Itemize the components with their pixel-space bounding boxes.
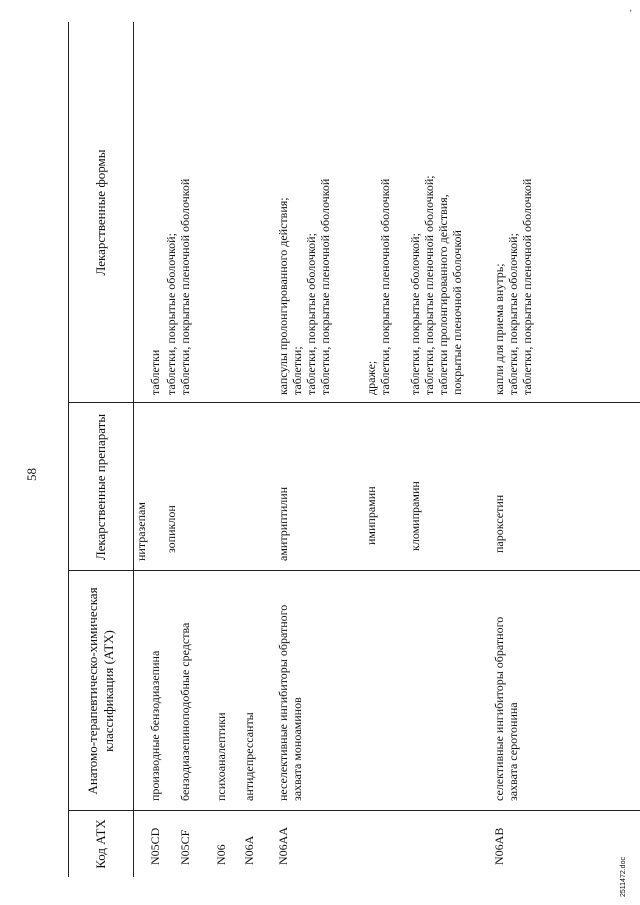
header-drugs: Лекарственные препараты (93, 413, 108, 561)
form-line: покрытые пленочной оболочкой (450, 230, 464, 395)
form-line: таблетки, покрытые оболочкой; (506, 233, 520, 395)
row-drug: кломипрамин (408, 481, 422, 551)
row-code: N06A (242, 835, 256, 865)
row-atc: производные бензодиазепина (148, 650, 162, 801)
row-atc: психоаналептики (214, 712, 228, 801)
atc-line: неселективные ингибиторы обратного (276, 604, 290, 801)
row-atc: антидепрессанты (242, 712, 256, 801)
header-atc (69, 571, 133, 811)
column-divider (68, 810, 640, 811)
header-atc-line2: классификация (АТХ) (101, 630, 116, 752)
form-line: таблетки, покрытые оболочкой; (408, 233, 422, 395)
row-code: N06AB (492, 827, 506, 865)
atc-line: захвата серотонина (506, 702, 520, 801)
form-line: таблетки, покрытые оболочкой; (304, 233, 318, 395)
row-forms (408, 175, 464, 395)
row-atc (492, 617, 520, 801)
header-atc-line1: Анатомо-терапевтическо-химическая (85, 587, 100, 795)
atc-line: захвата моноаминов (290, 697, 304, 801)
row-drug: пароксетин (492, 494, 506, 553)
row-drug: нитразепам (134, 502, 148, 561)
row-forms (276, 179, 332, 395)
form-line: таблетки, покрытые пленочной оболочкой; (422, 175, 436, 395)
column-divider (68, 570, 640, 571)
row-code: N06 (214, 844, 228, 865)
table-header-row (68, 22, 134, 877)
form-line: капли для приема внутрь; (492, 263, 506, 395)
form-line: таблетки, покрытые пленочной оболочкой (378, 178, 392, 395)
form-line: таблетки; (290, 346, 304, 395)
form-line: капсулы пролонгированного действия; (276, 197, 290, 395)
footer-filename: 2511472.doc (620, 857, 627, 897)
form-line: таблетки, покрытые пленочной оболочкой (318, 178, 332, 395)
corner-mark: - (626, 9, 635, 12)
form-line: таблетки, покрытые пленочной оболочкой (520, 178, 534, 395)
column-divider (68, 402, 640, 403)
form-line: таблетки, покрытые оболочкой; (164, 233, 178, 395)
row-atc: бензодиазепиноподобные средства (178, 622, 192, 801)
form-line: драже; (364, 360, 378, 395)
row-forms (364, 179, 392, 395)
atc-line: селективные ингибиторы обратного (492, 616, 506, 801)
header-forms: Лекарственные формы (93, 149, 108, 276)
header-code: Код АТХ (93, 819, 108, 869)
row-drug: зопиклон (164, 505, 178, 553)
row-forms: таблетки (148, 349, 162, 395)
row-drug: амитриптилин (276, 486, 290, 561)
row-code: N05CD (148, 827, 162, 865)
row-drug: имипрамин (364, 486, 378, 545)
page-number: 58 (24, 468, 39, 481)
row-forms (492, 179, 534, 395)
row-atc (276, 605, 304, 801)
form-line: таблетки пролонгированного действия, (436, 194, 450, 395)
row-code: N05CF (178, 829, 192, 865)
row-code: N06AA (276, 827, 290, 865)
form-line: таблетки, покрытые пленочной оболочкой (178, 178, 192, 395)
row-forms (164, 179, 192, 395)
